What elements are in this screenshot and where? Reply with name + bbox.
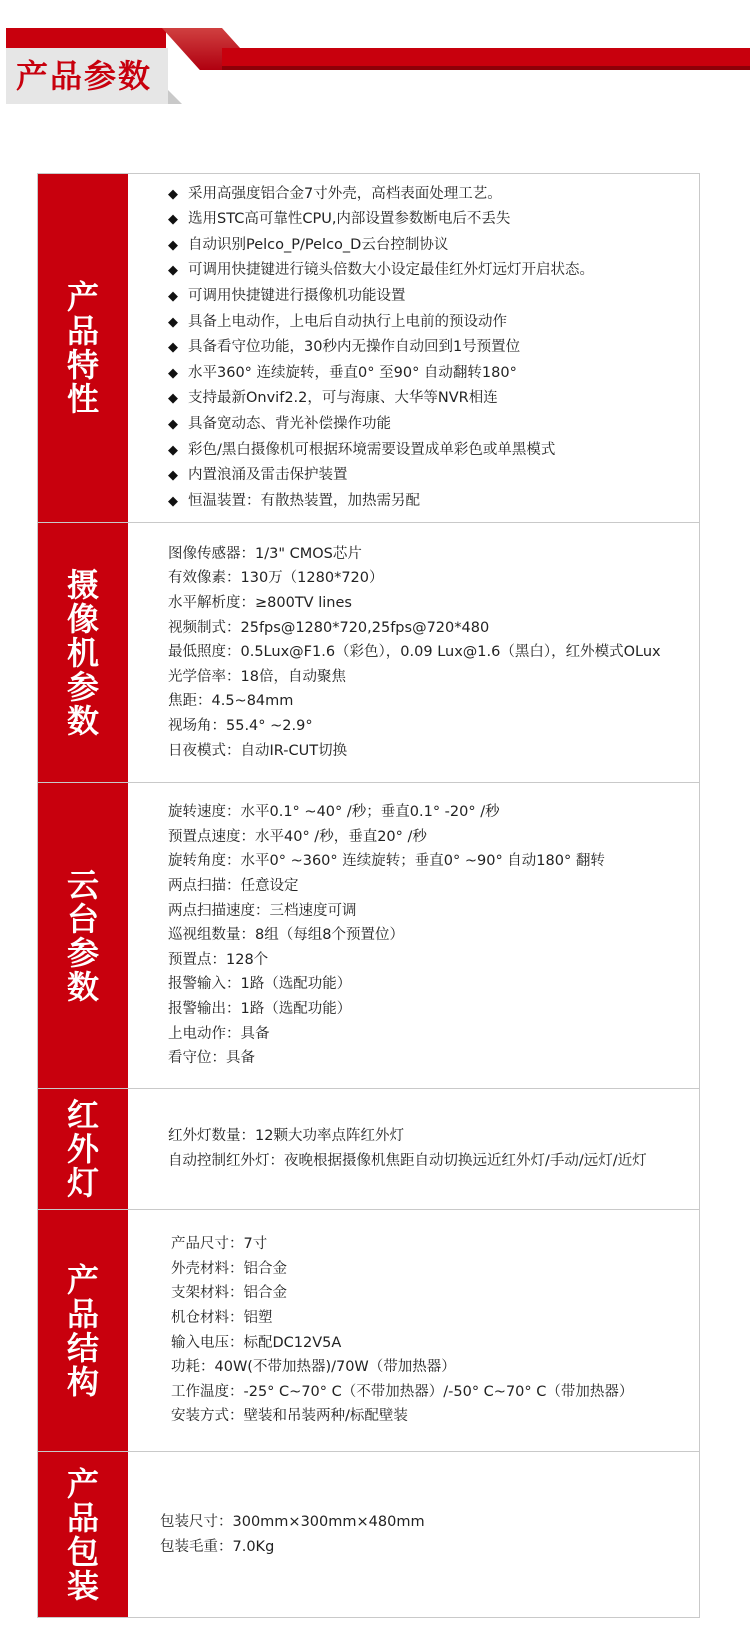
section-content [128, 523, 699, 782]
feature-item: ◆ 水平360° 连续旋转，垂直0° 至90° 自动翻转180° [168, 361, 699, 387]
feature-item: ◆ 具备上电动作，上电后自动执行上电前的预设动作 [168, 310, 699, 336]
spec-line: 自动控制红外灯：夜晚根据摄像机焦距自动切换远近红外灯/手动/远灯/近灯 [168, 1153, 647, 1169]
section-camera-params [38, 523, 699, 783]
section-packaging [38, 1452, 699, 1617]
spec-line: 最低照度：0.5Lux@F1.6（彩色），0.09 Lux@1.6（黑白），红外模式OLux [168, 644, 661, 661]
spec-line: 预置点速度：水平40° /秒，垂直20° /秒 [168, 828, 427, 845]
feature-item: ◆ 彩色/黑白摄像机可根据环境需要设置成单彩色或单黑模式 [168, 438, 699, 464]
spec-line: 视频制式：25fps@1280*720,25fps@720*480 [168, 619, 490, 636]
feature-item: ◆ 采用高强度铝合金7寸外壳，高档表面处理工艺。 [168, 182, 699, 208]
spec-line: 有效像素：130万（1280*720） [168, 570, 384, 587]
spec-line: 图像传感器：1/3" CMOS芯片 [168, 545, 362, 562]
banner-red-bar [6, 28, 166, 48]
section-content [128, 174, 699, 522]
spec-line: 支架材料：铝合金 [171, 1285, 287, 1302]
spec-line: 两点扫描：任意设定 [168, 878, 299, 895]
section-ptz-params [38, 783, 699, 1089]
section-label: 产品包装 [38, 1452, 128, 1617]
spec-line: 光学倍率：18倍，自动聚焦 [168, 668, 346, 685]
spec-line: 预置点：128个 [168, 951, 269, 968]
section-content [128, 1089, 699, 1209]
section-product-features [38, 174, 699, 523]
spec-line: 日夜模式：自动IR-CUT切换 [168, 742, 348, 759]
spec-line: 包装毛重：7.0Kg [160, 1538, 275, 1555]
spec-line: 外壳材料：铝合金 [171, 1260, 287, 1277]
feature-item: ◆ 恒温装置：有散热装置，加热需另配 [168, 489, 699, 515]
feature-item: ◆ 内置浪涌及雷击保护装置 [168, 463, 699, 489]
section-label: 产品特性 [38, 174, 128, 522]
spec-line: 包装尺寸：300mm×300mm×480mm [160, 1513, 425, 1530]
spec-line: 功耗：40W(不带加热器)/70W（带加热器） [171, 1359, 456, 1376]
spec-line: 报警输出：1路（选配功能） [168, 1000, 352, 1017]
spec-table [37, 173, 700, 1618]
section-infrared [38, 1089, 699, 1210]
section-content [128, 783, 699, 1088]
section-product-structure [38, 1210, 699, 1452]
section-content [128, 1452, 699, 1617]
feature-item: ◆ 具备看守位功能，30秒内无操作自动回到1号预置位 [168, 335, 699, 361]
section-label: 产品结构 [38, 1210, 128, 1451]
spec-line: 输入电压：标配DC12V5A [171, 1334, 342, 1351]
section-label: 摄像机参数 [38, 523, 128, 782]
section-content [128, 1210, 699, 1451]
feature-item: ◆ 支持最新Onvif2.2，可与海康、大华等NVR相连 [168, 386, 699, 412]
feature-item: ◆ 具备宽动态、背光补偿操作功能 [168, 412, 699, 438]
spec-line: 上电动作：具备 [168, 1025, 270, 1042]
feature-item: ◆ 自动识别Pelco_P/Pelco_D云台控制协议 [168, 233, 699, 259]
spec-line: 水平解析度：≥800TV lines [168, 595, 352, 612]
spec-line: 工作温度：-25° C~70° C（不带加热器）/-50° C~70° C（带加热器） [171, 1383, 634, 1400]
header-banner [0, 0, 750, 120]
spec-line: 报警输入：1路（选配功能） [168, 976, 352, 993]
spec-line: 旋转速度：水平0.1° ~40° /秒；垂直0.1° -20° /秒 [168, 804, 500, 821]
feature-item: ◆ 选用STC高可靠性CPU,内部设置参数断电后不丢失 [168, 207, 699, 233]
spec-line: 焦距：4.5~84mm [168, 693, 294, 710]
spec-line: 机仓材料：铝塑 [171, 1309, 273, 1326]
spec-line: 旋转角度：水平0° ~360° 连续旋转；垂直0° ~90° 自动180° 翻转 [168, 853, 605, 870]
page-title: 产品参数 [16, 57, 153, 95]
spec-line: 产品尺寸：7寸 [171, 1236, 268, 1253]
spec-line: 红外灯数量：12颗大功率点阵红外灯 [168, 1128, 404, 1145]
feature-item: ◆ 可调用快捷键进行摄像机功能设置 [168, 284, 699, 310]
spec-line: 视场角：55.4° ~2.9° [168, 717, 313, 734]
spec-line: 安装方式：壁装和吊装两种/标配壁装 [171, 1408, 408, 1425]
spec-line: 看守位：具备 [168, 1050, 255, 1067]
spec-line: 两点扫描速度：三档速度可调 [168, 902, 357, 919]
spec-line: 巡视组数量：8组（每组8个预置位） [168, 927, 404, 944]
feature-item: ◆ 可调用快捷键进行镜头倍数大小设定最佳红外灯远灯开启状态。 [168, 258, 699, 284]
section-label: 云台参数 [38, 783, 128, 1088]
section-label: 红外灯 [38, 1089, 128, 1209]
banner-long-bar [222, 48, 750, 70]
